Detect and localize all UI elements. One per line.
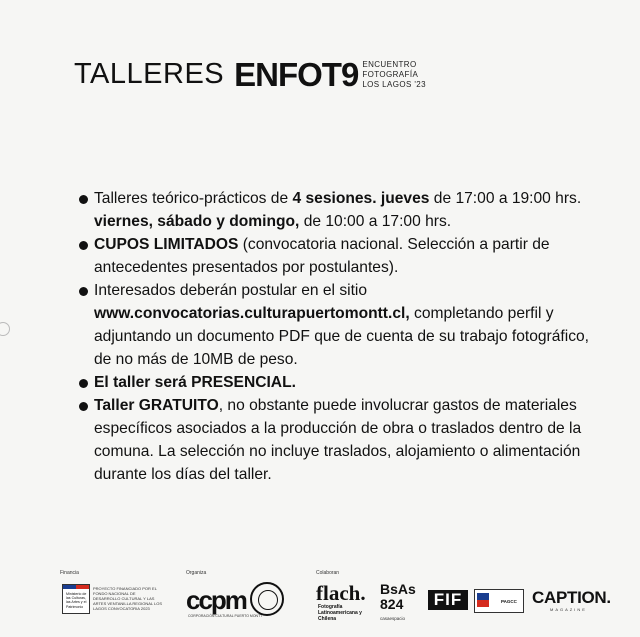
label-organiza: Organiza (186, 570, 207, 576)
ministry-logo-text: Ministerio de las Culturas, las Artes y el Patrimonio (66, 592, 87, 609)
flach-subtitle: Fotografía Latinoamericana y Chilena (318, 604, 362, 622)
text: de 10:00 a 17:00 hrs. (299, 213, 452, 230)
bullet-schedule (79, 187, 589, 233)
text-bold: viernes, sábado y domingo, (94, 213, 300, 230)
text: (convocatoria nacional. Selección a partir de antecedentes presentados por postulantes). (94, 236, 550, 276)
text: completando perfil y adjuntando un documento PDF que de cuenta de su trabajo fotográfico, de no más de 10MB de peso. (94, 305, 590, 368)
info-bullet-list (79, 187, 589, 486)
text-bold: Taller GRATUITO (94, 397, 219, 414)
text-bold: CUPOS LIMITADOS (94, 236, 239, 253)
bsas-logo (380, 582, 416, 612)
bullet-in-person (79, 371, 589, 394)
event-subtitle (362, 60, 426, 90)
fif-logo: FIF (428, 590, 468, 610)
fund-text: PROYECTO FINANCIADO POR EL FONDO NACIONAL DE DESARROLLO CULTURAL Y LAS ARTES VENTANILLA REGIONAL LOS LAGOS CONVOCATORIA 2023 (93, 586, 163, 611)
ccpm-subtitle: CORPORACIÓN CULTURAL PUERTO MONTT (188, 614, 263, 618)
subtitle-line: LOS LAGOS '23 (362, 79, 426, 89)
flach-logo: flach. (316, 581, 366, 605)
bsas-number: 824 (380, 596, 404, 612)
bsas-name: BsAs (380, 581, 416, 597)
pagcc-text: PAGCC (501, 599, 517, 604)
text: de 17:00 a 19:00 hrs. (429, 190, 582, 207)
subtitle-line: FOTOGRAFÍA (362, 69, 419, 79)
text: Talleres teórico-prácticos de (94, 190, 293, 207)
label-financia: Financia (60, 570, 79, 576)
text-bold: El taller será PRESENCIAL. (94, 374, 296, 391)
bsas-subtitle: casaespacio (380, 616, 406, 621)
title-talleres: TALLERES (74, 58, 225, 90)
carousel-prev-dot[interactable] (0, 322, 10, 336)
bullet-application (79, 279, 589, 371)
sponsor-footer (60, 570, 620, 630)
title-enfoto: ENFOT9 (234, 56, 359, 93)
label-colaboran: Colaboran (316, 570, 340, 576)
header (74, 58, 426, 91)
municipal-seal-icon (250, 582, 284, 616)
text-bold: 4 sesiones. jueves (292, 190, 430, 207)
subtitle-line: ENCUENTRO (362, 59, 417, 69)
ccpm-logo: ccpm (186, 585, 246, 615)
text: , no obstante puede involucrar gastos de materiales específicos asociados a la producción de obra o traslados dentro de la comuna. La selección no incluye traslados, alojamiento o alimentación durante los días del taller. (94, 397, 582, 483)
bullet-limited-spots (79, 233, 589, 279)
pagcc-logo (474, 589, 524, 613)
website-link[interactable]: www.convocatorias.culturapuertomontt.cl, (94, 305, 410, 322)
caption-logo: CAPTION. (532, 588, 611, 607)
caption-subtitle: MAGAZINE (550, 607, 587, 612)
text: Interesados deberán postular en el sitio (94, 282, 368, 299)
bullet-free (79, 394, 589, 486)
ministry-logo (62, 584, 90, 614)
